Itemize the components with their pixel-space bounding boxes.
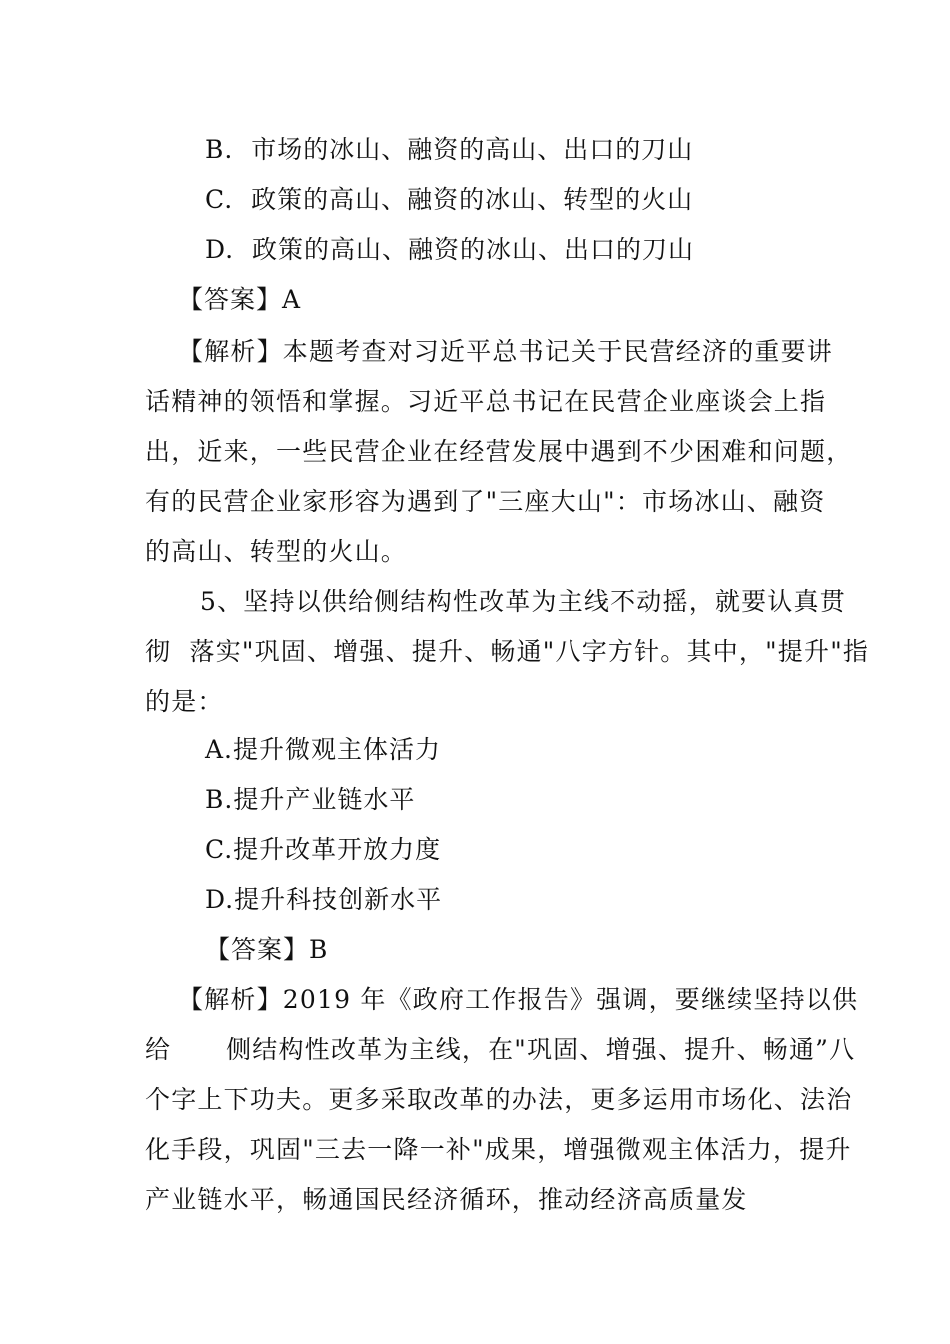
q5-explanation-line: 给 侧结构性改革为主线，在"巩固、增强、提升、畅通”八 — [145, 1035, 856, 1064]
q5-answer: 【答案】B — [205, 935, 329, 964]
q5-question-line: 彻 落实"巩固、增强、提升、畅通"八字方针。其中，"提升"指 — [145, 637, 870, 666]
q5-question-line: 的是： — [145, 687, 224, 716]
q5-explanation-line: 化手段，巩固"三去一降一补"成果，增强微观主体活力，提升 — [145, 1135, 852, 1164]
q4-explanation-line: 【解析】本题考查对习近平总书记关于民营经济的重要讲 — [178, 337, 834, 366]
q4-explanation-line: 话精神的领悟和掌握。习近平总书记在民营企业座谈会上指 — [145, 387, 827, 416]
q5-option-b: B.提升产业链水平 — [205, 785, 416, 814]
q4-explanation-line: 的高山、转型的火山。 — [145, 537, 408, 566]
q4-option-d: D. 政策的高山、融资的冰山、出口的刀山 — [205, 235, 694, 264]
q5-explanation-line: 产业链水平，畅通国民经济循环，推动经济高质量发 — [145, 1185, 748, 1214]
q5-explanation-line: 个字上下功夫。更多采取改革的办法，更多运用市场化、法治 — [145, 1085, 853, 1114]
q5-option-c: C.提升改革开放力度 — [205, 835, 442, 864]
q5-option-a: A.提升微观主体活力 — [205, 735, 442, 764]
q5-option-d: D.提升科技创新水平 — [205, 885, 443, 914]
q5-question-line: 5、坚持以供给侧结构性改革为主线不动摇，就要认真贯 — [200, 587, 846, 616]
q4-option-c: C. 政策的高山、融资的冰山、转型的火山 — [205, 185, 694, 214]
q4-option-b: B. 市场的冰山、融资的高山、出口的刀山 — [205, 135, 694, 164]
q4-answer: 【答案】A — [178, 285, 302, 314]
q5-explanation-line: 【解析】2019 年《政府工作报告》强调，要继续坚持以供 — [178, 985, 859, 1014]
q4-explanation-line: 有的民营企业家形容为遇到了"三座大山"：市场冰山、融资 — [145, 487, 826, 516]
q4-explanation-line: 出，近来，一些民营企业在经营发展中遇到不少困难和问题， — [145, 437, 853, 466]
